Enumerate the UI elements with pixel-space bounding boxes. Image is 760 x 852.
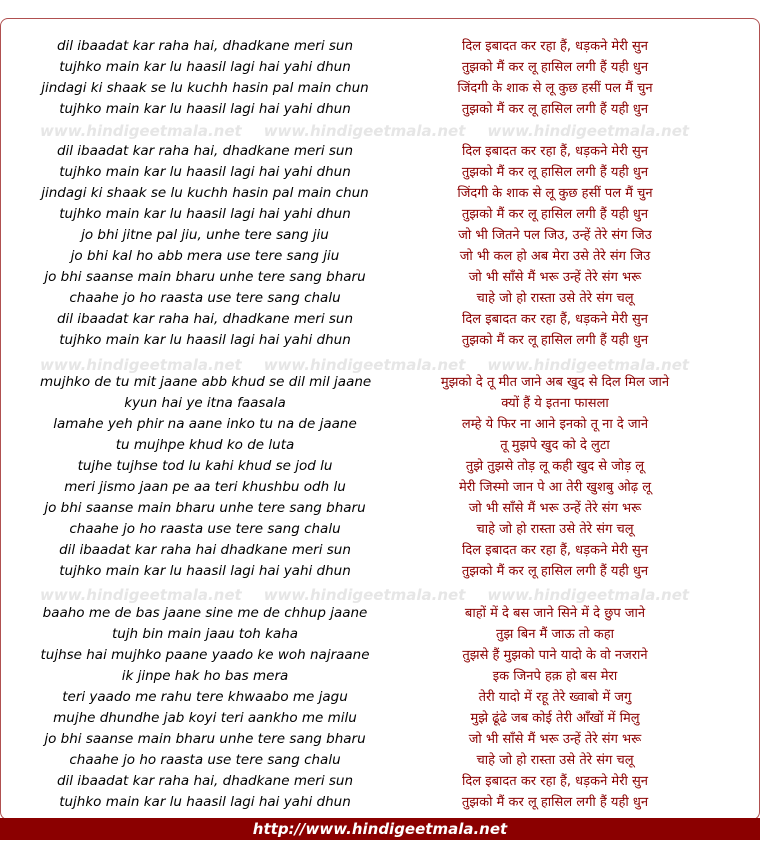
lyric-line xyxy=(0,666,760,687)
romanized-lyric: tujhko main kar lu haasil lagi hai yahi dhun xyxy=(59,794,351,810)
watermark-text: www.hindigeetmala.net xyxy=(40,122,242,140)
devanagari-lyric: तू मुझपे खुद को दे लुटा xyxy=(500,438,610,453)
watermark-text: www.hindigeetmala.net xyxy=(40,356,242,374)
romanized-lyric: lamahe yeh phir na aane inko tu na de jaane xyxy=(53,416,357,432)
romanized-lyric: tujhse hai mujhko paane yaado ke woh najraane xyxy=(40,647,370,663)
devanagari-lyric: बाहों में दे बस जाने सिने में दे छुप जाने xyxy=(464,606,646,621)
romanized-lyric: jo bhi kal ho abb mera use tere sang jiu xyxy=(70,248,340,264)
lyric-line xyxy=(0,603,760,624)
lyric-line xyxy=(0,162,760,183)
romanized-lyric: meri jismo jaan pe aa teri khushbu odh lu xyxy=(64,479,346,495)
romanized-lyric: mujhe dhundhe jab koyi teri aankho me milu xyxy=(53,710,357,726)
romanized-lyric: kyun hai ye itna faasala xyxy=(124,395,286,411)
devanagari-lyric: तुझ बिन मैं जाऊ तो कहा xyxy=(496,627,614,642)
devanagari-lyric: तुझे तुझसे तोड़ लू कही खुद से जोड़ लू xyxy=(465,459,645,474)
lyric-line xyxy=(0,78,760,99)
site-link[interactable]: http://www.hindigeetmala.net xyxy=(252,820,508,838)
devanagari-lyric: चाहे जो हो रास्ता उसे तेरे संग चलू xyxy=(476,522,634,537)
watermark-row xyxy=(0,122,760,142)
lyric-line xyxy=(0,225,760,246)
romanized-lyric: dil ibaadat kar raha hai, dhadkane meri sun xyxy=(56,773,354,789)
devanagari-lyric: तुझको मैं कर लू हासिल लगी हैं यही धुन xyxy=(461,564,649,579)
lyric-line xyxy=(0,414,760,435)
devanagari-lyric: जो भी साँसे मैं भरू उन्हें तेरे संग भरू xyxy=(468,501,642,516)
romanized-lyric: jo bhi saanse main bharu unhe tere sang bharu xyxy=(44,269,366,285)
devanagari-lyric: तुझको मैं कर लू हासिल लगी हैं यही धुन xyxy=(461,207,649,222)
lyric-line xyxy=(0,750,760,771)
lyric-line xyxy=(0,183,760,204)
devanagari-lyric: दिल इबादत कर रहा हैं, धड़कने मेरी सुन xyxy=(461,39,649,54)
lyric-line xyxy=(0,792,760,813)
devanagari-lyric: जो भी साँसे मैं भरू उन्हें तेरे संग भरू xyxy=(468,270,642,285)
lyric-line xyxy=(0,330,760,351)
devanagari-lyric: जिंदगी के शाक से लू कुछ हसीं पल मैं चुन xyxy=(457,81,653,96)
romanized-lyric: tujhko main kar lu haasil lagi hai yahi dhun xyxy=(59,164,351,180)
lyric-line xyxy=(0,540,760,561)
romanized-lyric: dil ibaadat kar raha hai, dhadkane meri sun xyxy=(56,311,354,327)
lyric-line xyxy=(0,288,760,309)
romanized-lyric: chaahe jo ho raasta use tere sang chalu xyxy=(69,752,341,768)
devanagari-lyric: क्यों हैं ये इतना फासला xyxy=(501,396,609,411)
stanza xyxy=(0,141,760,351)
lyric-line xyxy=(0,456,760,477)
lyric-line xyxy=(0,435,760,456)
romanized-lyric: dil ibaadat kar raha hai, dhadkane meri sun xyxy=(56,143,354,159)
lyric-line xyxy=(0,645,760,666)
lyric-line xyxy=(0,267,760,288)
romanized-lyric: dil ibaadat kar raha hai dhadkane meri sun xyxy=(59,542,351,558)
devanagari-lyric: दिल इबादत कर रहा हैं, धड़कने मेरी सुन xyxy=(461,144,649,159)
romanized-lyric: tu mujhpe khud ko de luta xyxy=(115,437,295,453)
romanized-lyric: tujhko main kar lu haasil lagi hai yahi dhun xyxy=(59,563,351,579)
stanza xyxy=(0,372,760,582)
romanized-lyric: teri yaado me rahu tere khwaabo me jagu xyxy=(62,689,348,705)
lyric-line xyxy=(0,708,760,729)
lyric-line xyxy=(0,36,760,57)
devanagari-lyric: दिल इबादत कर रहा हैं, धड़कने मेरी सुन xyxy=(461,312,649,327)
devanagari-lyric: मेरी जिस्मो जान पे आ तेरी खुशबु ओढ़ लू xyxy=(458,480,652,495)
devanagari-lyric: दिल इबादत कर रहा हैं, धड़कने मेरी सुन xyxy=(461,543,649,558)
stanza xyxy=(0,603,760,813)
devanagari-lyric: दिल इबादत कर रहा हैं, धड़कने मेरी सुन xyxy=(461,774,649,789)
devanagari-lyric: तुझको मैं कर लू हासिल लगी हैं यही धुन xyxy=(461,60,649,75)
romanized-lyric: tujhko main kar lu haasil lagi hai yahi dhun xyxy=(59,101,351,117)
watermark-text: www.hindigeetmala.net xyxy=(487,586,690,604)
lyric-line xyxy=(0,372,760,393)
devanagari-lyric: चाहे जो हो रास्ता उसे तेरे संग चलू xyxy=(476,291,634,306)
devanagari-lyric: तुझसे हैं मुझको पाने यादो के वो नजराने xyxy=(462,648,648,663)
lyric-line xyxy=(0,246,760,267)
lyric-line xyxy=(0,771,760,792)
devanagari-lyric: मुझको दे तू मीत जाने अब खुद से दिल मिल जाने xyxy=(440,375,670,390)
romanized-lyric: jindagi ki shaak se lu kuchh hasin pal main chun xyxy=(41,80,369,96)
romanized-lyric: dil ibaadat kar raha hai, dhadkane meri sun xyxy=(56,38,354,54)
watermark-text: www.hindigeetmala.net xyxy=(40,586,242,604)
romanized-lyric: baaho me de bas jaane sine me de chhup jaane xyxy=(42,605,368,621)
romanized-lyric: tujhe tujhse tod lu kahi khud se jod lu xyxy=(77,458,333,474)
romanized-lyric: chaahe jo ho raasta use tere sang chalu xyxy=(69,290,341,306)
romanized-lyric: jindagi ki shaak se lu kuchh hasin pal main chun xyxy=(41,185,369,201)
watermark-text: www.hindigeetmala.net xyxy=(487,356,690,374)
watermark-text: www.hindigeetmala.net xyxy=(487,122,690,140)
devanagari-lyric: तुझको मैं कर लू हासिल लगी हैं यही धुन xyxy=(461,102,649,117)
romanized-lyric: chaahe jo ho raasta use tere sang chalu xyxy=(69,521,341,537)
devanagari-lyric: चाहे जो हो रास्ता उसे तेरे संग चलू xyxy=(476,753,634,768)
lyric-line xyxy=(0,204,760,225)
romanized-lyric: jo bhi jitne pal jiu, unhe tere sang jiu xyxy=(81,227,329,243)
romanized-lyric: jo bhi saanse main bharu unhe tere sang bharu xyxy=(44,500,366,516)
lyric-line xyxy=(0,561,760,582)
devanagari-lyric: इक जिनपे हक़ हो बस मेरा xyxy=(492,669,618,684)
lyric-line xyxy=(0,99,760,120)
romanized-lyric: tujhko main kar lu haasil lagi hai yahi dhun xyxy=(59,206,351,222)
devanagari-lyric: जो भी जितने पल जिउ, उन्हें तेरे संग जिउ xyxy=(458,228,652,243)
devanagari-lyric: जिंदगी के शाक से लू कुछ हसीं पल मैं चुन xyxy=(457,186,653,201)
footer-bar xyxy=(0,818,760,840)
lyric-line xyxy=(0,477,760,498)
devanagari-lyric: तेरी यादो में रहू तेरे ख्वाबो में जगु xyxy=(478,690,632,705)
lyric-line xyxy=(0,498,760,519)
watermark-text: www.hindigeetmala.net xyxy=(263,586,466,604)
lyric-line xyxy=(0,519,760,540)
lyric-line xyxy=(0,687,760,708)
devanagari-lyric: तुझको मैं कर लू हासिल लगी हैं यही धुन xyxy=(461,165,649,180)
devanagari-lyric: जो भी कल हो अब मेरा उसे तेरे संग जिउ xyxy=(459,249,651,264)
devanagari-lyric: तुझको मैं कर लू हासिल लगी हैं यही धुन xyxy=(461,795,649,810)
lyric-line xyxy=(0,57,760,78)
stanza xyxy=(0,36,760,120)
romanized-lyric: jo bhi saanse main bharu unhe tere sang bharu xyxy=(44,731,366,747)
watermark-text: www.hindigeetmala.net xyxy=(263,356,466,374)
lyric-line xyxy=(0,393,760,414)
romanized-lyric: ik jinpe hak ho bas mera xyxy=(121,668,289,684)
lyric-line xyxy=(0,729,760,750)
devanagari-lyric: जो भी साँसे मैं भरू उन्हें तेरे संग भरू xyxy=(468,732,642,747)
romanized-lyric: tujh bin main jaau toh kaha xyxy=(111,626,299,642)
lyric-line xyxy=(0,624,760,645)
lyric-line xyxy=(0,309,760,330)
lyric-line xyxy=(0,141,760,162)
devanagari-lyric: तुझको मैं कर लू हासिल लगी हैं यही धुन xyxy=(461,333,649,348)
romanized-lyric: tujhko main kar lu haasil lagi hai yahi dhun xyxy=(59,332,351,348)
romanized-lyric: tujhko main kar lu haasil lagi hai yahi dhun xyxy=(59,59,351,75)
romanized-lyric: mujhko de tu mit jaane abb khud se dil mil jaane xyxy=(40,374,372,390)
devanagari-lyric: मुझे ढूंढे जब कोई तेरी आँखों में मिलु xyxy=(470,711,640,726)
watermark-text: www.hindigeetmala.net xyxy=(263,122,466,140)
devanagari-lyric: लम्हे ये फिर ना आने इनको तू ना दे जाने xyxy=(461,417,649,432)
